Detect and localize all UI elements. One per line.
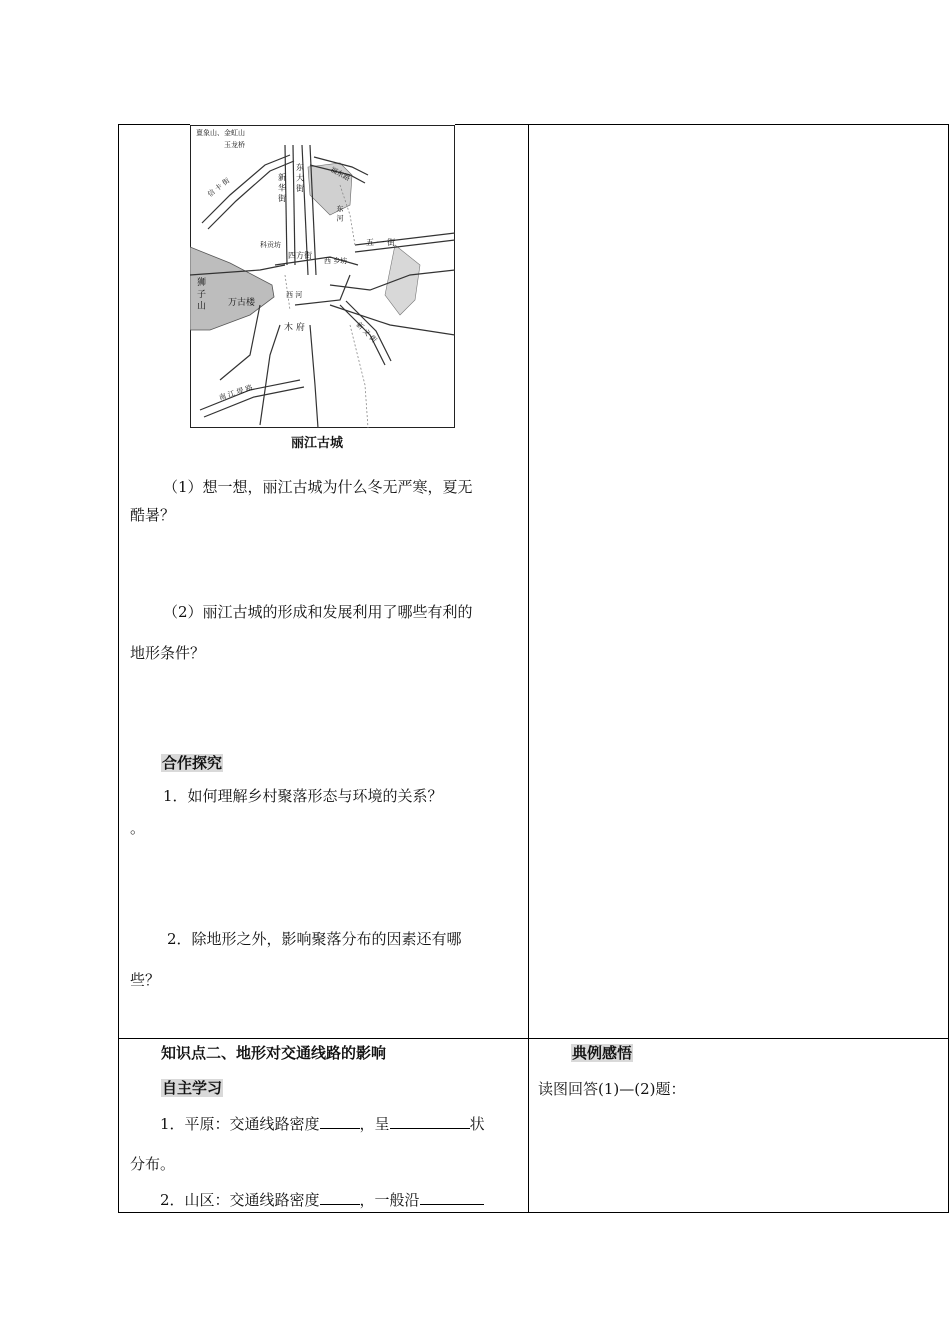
map-label-top-left-1: 亶象山、金虹山 bbox=[196, 129, 245, 137]
map-label-river-east: 东 河 bbox=[336, 205, 344, 222]
map-label-kesu: 科贡坊 bbox=[260, 241, 281, 249]
question-1-line-1: （1）想一想，丽江古城为什么冬无严寒，夏无 bbox=[163, 478, 473, 496]
plain-line-1-part-c: 状 bbox=[469, 1115, 485, 1133]
map-label-road-nw: 信 卡 街 bbox=[206, 176, 232, 199]
map-label-road-ne: 福东路 bbox=[329, 165, 352, 183]
table-right-border bbox=[948, 124, 949, 1213]
example-instruction: 读图回答(1)—(2)题： bbox=[538, 1080, 686, 1098]
self-study-heading-text: 自主学习 bbox=[162, 1079, 223, 1097]
example-heading bbox=[571, 1043, 633, 1063]
map-label-top-left-2: 玉龙桥 bbox=[224, 141, 245, 149]
plain-density-blank[interactable] bbox=[320, 1114, 360, 1129]
map-label-xiwufang: 西 乡坊 bbox=[324, 257, 348, 265]
cooperative-question-2-line-2: 些？ bbox=[130, 971, 161, 989]
map-label-sifangjie: 四方街 bbox=[288, 251, 312, 260]
knowledge-point-2-heading: 知识点二、地形对交通线路的影响 bbox=[161, 1044, 387, 1062]
plain-line-1 bbox=[160, 1114, 485, 1134]
example-heading-text: 典例感悟 bbox=[572, 1044, 633, 1062]
map-label-mufu: 木 府 bbox=[284, 323, 305, 333]
table-bottom-border bbox=[118, 1212, 949, 1213]
cooperative-question-1-end: 。 bbox=[130, 819, 146, 837]
mountain-line-part-a: 2．山区：交通线路密度 bbox=[160, 1191, 320, 1209]
question-2-line-2: 地形条件？ bbox=[130, 644, 206, 662]
map-label-road-xinhua: 新 华 街 bbox=[277, 173, 287, 203]
table-top-border-left bbox=[118, 124, 190, 125]
map-label-road-dongda: 东 大 街 bbox=[295, 163, 305, 193]
self-study-heading bbox=[161, 1078, 223, 1098]
table-middle-divider bbox=[528, 124, 529, 1213]
mountain-along-blank[interactable] bbox=[420, 1190, 484, 1205]
map-caption: 丽江古城 bbox=[291, 436, 344, 451]
lijiang-old-town-map bbox=[190, 125, 455, 428]
mountain-density-blank[interactable] bbox=[320, 1190, 360, 1205]
cooperative-question-2-line-1: 2．除地形之外，影响聚落分布的因素还有哪 bbox=[167, 930, 462, 948]
map-label-wangulou: 万古楼 bbox=[228, 298, 256, 308]
table-top-border-right bbox=[455, 124, 949, 125]
map-label-road-se: 新 义 街 bbox=[354, 320, 379, 345]
map-label-shizishan: 狮 子 山 bbox=[195, 277, 205, 310]
question-1-line-2: 酷暑？ bbox=[130, 506, 176, 524]
plain-pattern-blank[interactable] bbox=[390, 1114, 470, 1129]
cooperative-heading-text: 合作探究 bbox=[162, 754, 223, 772]
table-row-divider bbox=[118, 1038, 949, 1039]
plain-line-1-part-a: 1．平原：交通线路密度 bbox=[160, 1115, 320, 1133]
plain-line-1-part-b: ，呈 bbox=[359, 1115, 390, 1133]
table-left-border bbox=[118, 124, 119, 1213]
map-label-road-wuyi: 五 一 街 bbox=[366, 238, 396, 247]
plain-line-2: 分布。 bbox=[130, 1155, 176, 1173]
cooperative-heading bbox=[161, 753, 223, 773]
mountain-line-part-b: ，一般沿 bbox=[359, 1191, 420, 1209]
question-2-line-1: （2）丽江古城的形成和发展利用了哪些有利的 bbox=[163, 603, 473, 621]
cooperative-question-1: 1．如何理解乡村聚落形态与环境的关系？ bbox=[163, 787, 443, 805]
map-label-road-sw: 南 江 堤 路 bbox=[218, 383, 254, 402]
map-label-river-mid: 西 河 bbox=[286, 291, 303, 299]
mountain-line bbox=[160, 1190, 484, 1210]
